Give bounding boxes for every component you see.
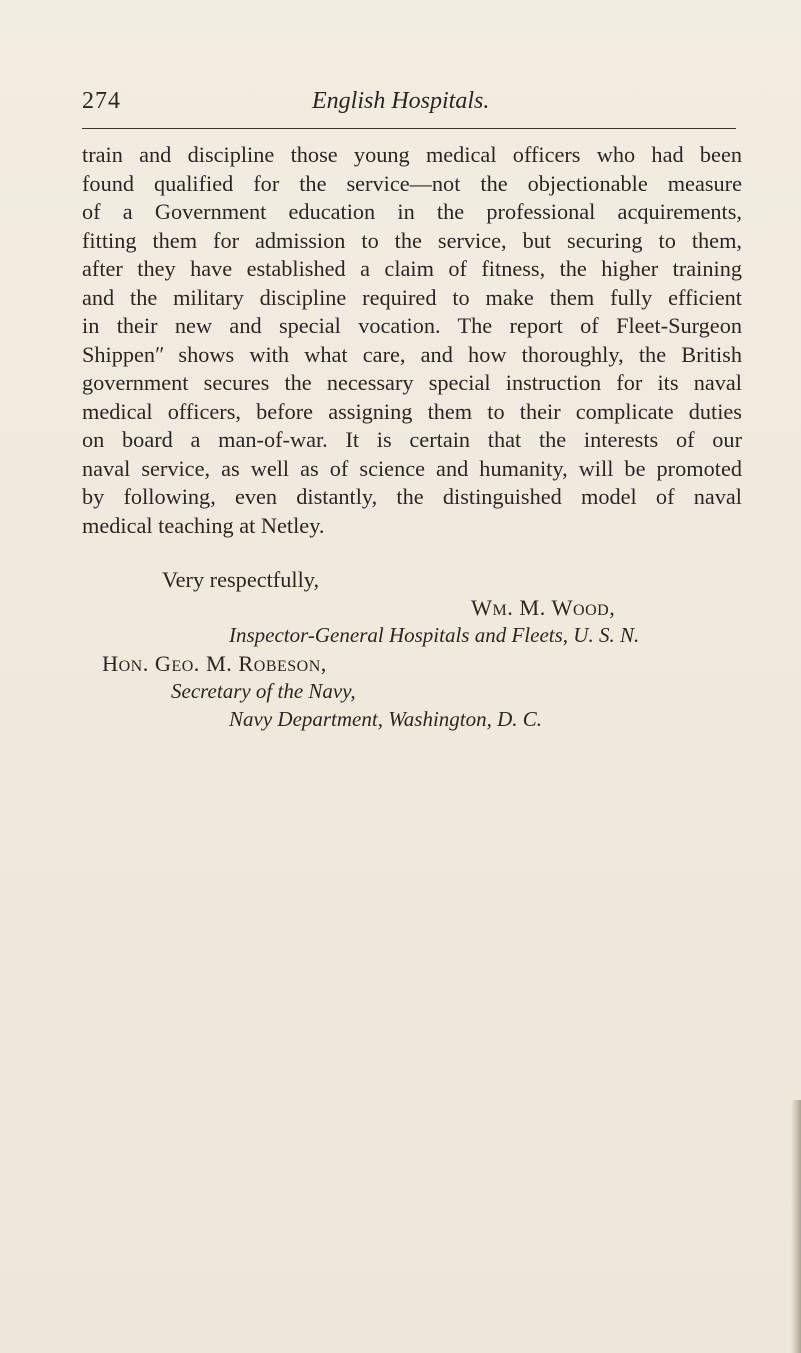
text-line: government secures the necessary special instruction for its naval [82,370,742,395]
page-number: 274 [82,88,121,114]
text-line: of a Government education in the professional acquirements, [82,199,742,224]
text-line: found qualified for the service—not the objectionable measure [82,170,742,196]
running-title: English Hospitals. [312,88,490,114]
text-line: on board a man-of-war. It is certain that the interests of our [82,427,742,452]
recipient-address: Navy Department, Washington, D. C. [229,707,543,731]
text-line: medical teaching at Netley. [82,512,325,538]
text-line: naval service, as well as of science and humanity, will be promoted [82,455,742,481]
text-line: medical officers, before assigning them to their complicate duties [82,398,742,424]
signer-name: Wm. M. Wood, [471,595,616,620]
running-head [82,84,732,124]
body-paragraph [82,141,742,540]
recipient-title: Secretary of the Navy, [171,679,356,703]
recipient-name: Hon. Geo. M. Robeson, [102,651,327,676]
page-edge-shadow [791,1100,801,1353]
text-line: in their new and special vocation. The report of Fleet-Surgeon [82,313,742,338]
text-line: after they have established a claim of fitness, the higher training [82,256,742,281]
header-rule [82,128,736,129]
signer-title: Inspector-General Hospitals and Fleets, U. S. N. [229,623,640,647]
text-line: Shippenʺ shows with what care, and how thoroughly, the British [82,341,742,367]
closing-salutation: Very respectfully, [162,567,320,592]
text-line: by following, even distantly, the distinguished model of naval [82,484,742,509]
text-line: and the military discipline required to make them fully efficient [82,284,742,310]
text-line: train and discipline those young medical officers who had been [82,142,742,167]
text-line: fitting them for admission to the service, but securing to them, [82,227,742,253]
